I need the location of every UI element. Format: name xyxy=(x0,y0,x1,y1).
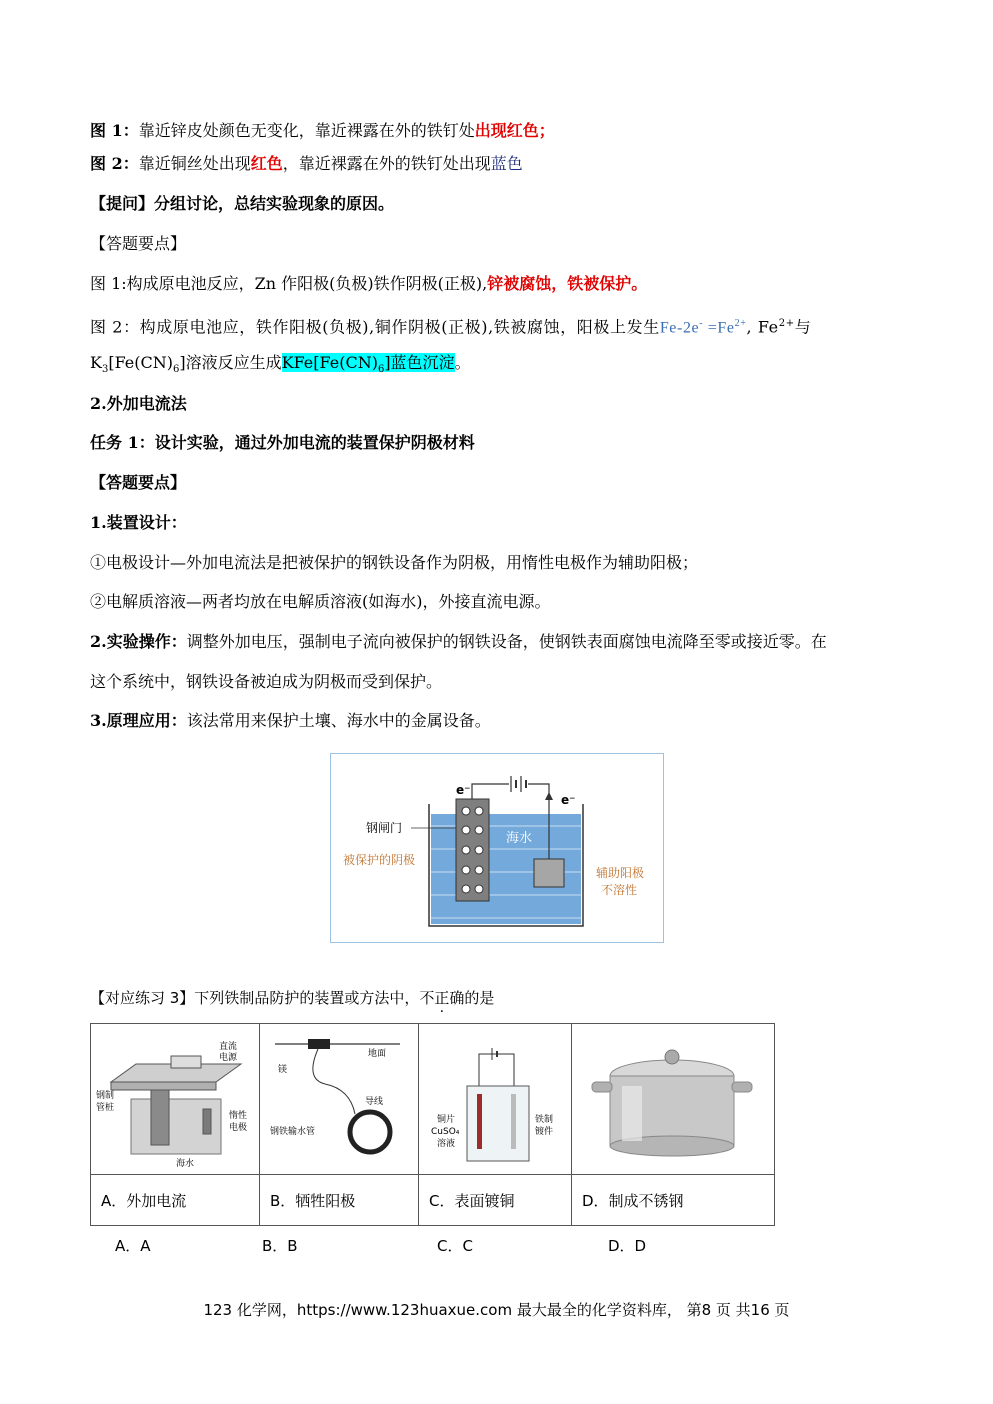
highlight-precipitate: $KFe[Fe(CN)_6]$蓝色沉淀 xyxy=(281,353,455,376)
option-b-image xyxy=(260,1024,419,1175)
para-fig2: 图 2：靠近铜丝处出现红色，靠近裸露在外的铁钉处出现蓝色 xyxy=(90,154,523,173)
option-a-image xyxy=(91,1024,260,1175)
electron-right: e⁻ xyxy=(561,793,576,807)
task-title: 任务 1：设计实验，通过外加电流的装置保护阴极材料 xyxy=(90,433,475,452)
answer-c[interactable]: C．C xyxy=(437,1237,473,1255)
label-protected-cathode: 被保护的阴极 xyxy=(343,853,416,867)
answer-fig1: 图 1:构成原电池反应，Zn 作阳极(负极)铁作阴极(正极),锌被腐蚀，铁被保护。 xyxy=(90,274,648,293)
key-points-2: 【答题要点】 xyxy=(90,473,187,492)
label-insoluble: 不溶性 xyxy=(601,883,638,897)
steel-gate xyxy=(456,799,489,901)
device-design: 1.装置设计： xyxy=(90,513,187,532)
application: 3.原理应用：该法常用来保护土壤、海水中的金属设备。 xyxy=(90,711,491,730)
label-aux-anode: 辅助阳极 xyxy=(596,866,645,880)
svg-text:惰性: 惰性 xyxy=(229,1111,248,1121)
figure-svg xyxy=(331,754,663,942)
svg-text:直流: 直流 xyxy=(219,1042,238,1052)
section-title: 2.外加电流法 xyxy=(90,394,187,413)
svg-text:地面: 地面 xyxy=(368,1049,387,1059)
svg-text:电源: 电源 xyxy=(219,1053,238,1063)
page-footer: 123 化学网，https://www.123huaxue.com 最大最全的化学资料库， 第8 页 共16 页 xyxy=(203,1301,790,1319)
operation-cont: 这个系统中，钢铁设备被迫成为阴极而受到保护。 xyxy=(90,672,443,691)
label-seawater: 海水 xyxy=(506,831,533,846)
key-points-1: 【答题要点】 xyxy=(90,234,187,253)
design-electrode: ①电极设计—外加电流法是把被保护的钢铁设备作为阴极，用惰性电极作为辅助阳极； xyxy=(90,553,699,572)
exercise-stem: 【对应练习 3】下列铁制品防护的装置或方法中，不正确的是 xyxy=(90,989,495,1007)
svg-text:CuSO₄: CuSO₄ xyxy=(431,1127,460,1137)
svg-text:电极: 电极 xyxy=(229,1123,248,1133)
svg-text:溶液: 溶液 xyxy=(437,1139,456,1149)
electron-left: e⁻ xyxy=(456,783,471,797)
answer-a[interactable]: A．A xyxy=(115,1237,151,1255)
svg-text:海水: 海水 xyxy=(176,1159,195,1169)
auxiliary-anode xyxy=(534,859,564,887)
svg-text:钢制: 钢制 xyxy=(96,1091,115,1101)
emphasis-dots: 不正确 xyxy=(419,989,465,1007)
design-electrolyte: ②电解质溶液—两者均放在电解质溶液(如海水)，外接直流电源。 xyxy=(90,592,551,611)
option-d-label: D．制成不锈钢 xyxy=(572,1175,775,1226)
operation: 2.实验操作：调整外加电压，强制电子流向被保护的钢铁设备，使钢铁表面腐蚀电流降至零或接近零。在 xyxy=(90,632,827,651)
answer-fig2-cont: $K_3[Fe(CN)_6]$溶液反应生成$KFe[Fe(CN)_6]$蓝色沉淀。 xyxy=(90,353,471,376)
option-a-label: A．外加电流 xyxy=(91,1175,260,1226)
option-b-label: B．牺牲阳极 xyxy=(260,1175,419,1226)
impressed-current-figure xyxy=(330,753,664,943)
svg-text:镀件: 镀件 xyxy=(535,1127,554,1137)
answer-fig2: 图 2：构成原电池应，铁作阳极(负极),铜作阴极(正极),铁被腐蚀，阳极上发生$Fe-2e^- =Fe^{2+}$, $Fe^{2+}$与 xyxy=(90,317,812,337)
svg-text:镁: 镁 xyxy=(278,1065,288,1075)
answer-d[interactable]: D．D xyxy=(608,1237,647,1255)
question: 【提问】分组讨论，总结实验现象的原因。 xyxy=(90,194,395,213)
option-d-image xyxy=(572,1024,775,1175)
options-table xyxy=(90,1023,775,1226)
svg-text:铁制: 铁制 xyxy=(535,1115,554,1125)
option-c-image xyxy=(419,1024,572,1175)
para-fig1: 图 1：靠近锌皮处颜色无变化，靠近裸露在外的铁钉处出现红色； xyxy=(90,121,555,140)
svg-text:管桩: 管桩 xyxy=(96,1103,115,1113)
svg-text:铜片: 铜片 xyxy=(437,1115,456,1125)
svg-text:导线: 导线 xyxy=(365,1097,384,1107)
label-gate: 钢闸门 xyxy=(366,821,403,835)
svg-text:钢铁输水管: 钢铁输水管 xyxy=(270,1127,316,1137)
option-c-label: C．表面镀铜 xyxy=(419,1175,572,1226)
answer-b[interactable]: B．B xyxy=(262,1237,298,1255)
